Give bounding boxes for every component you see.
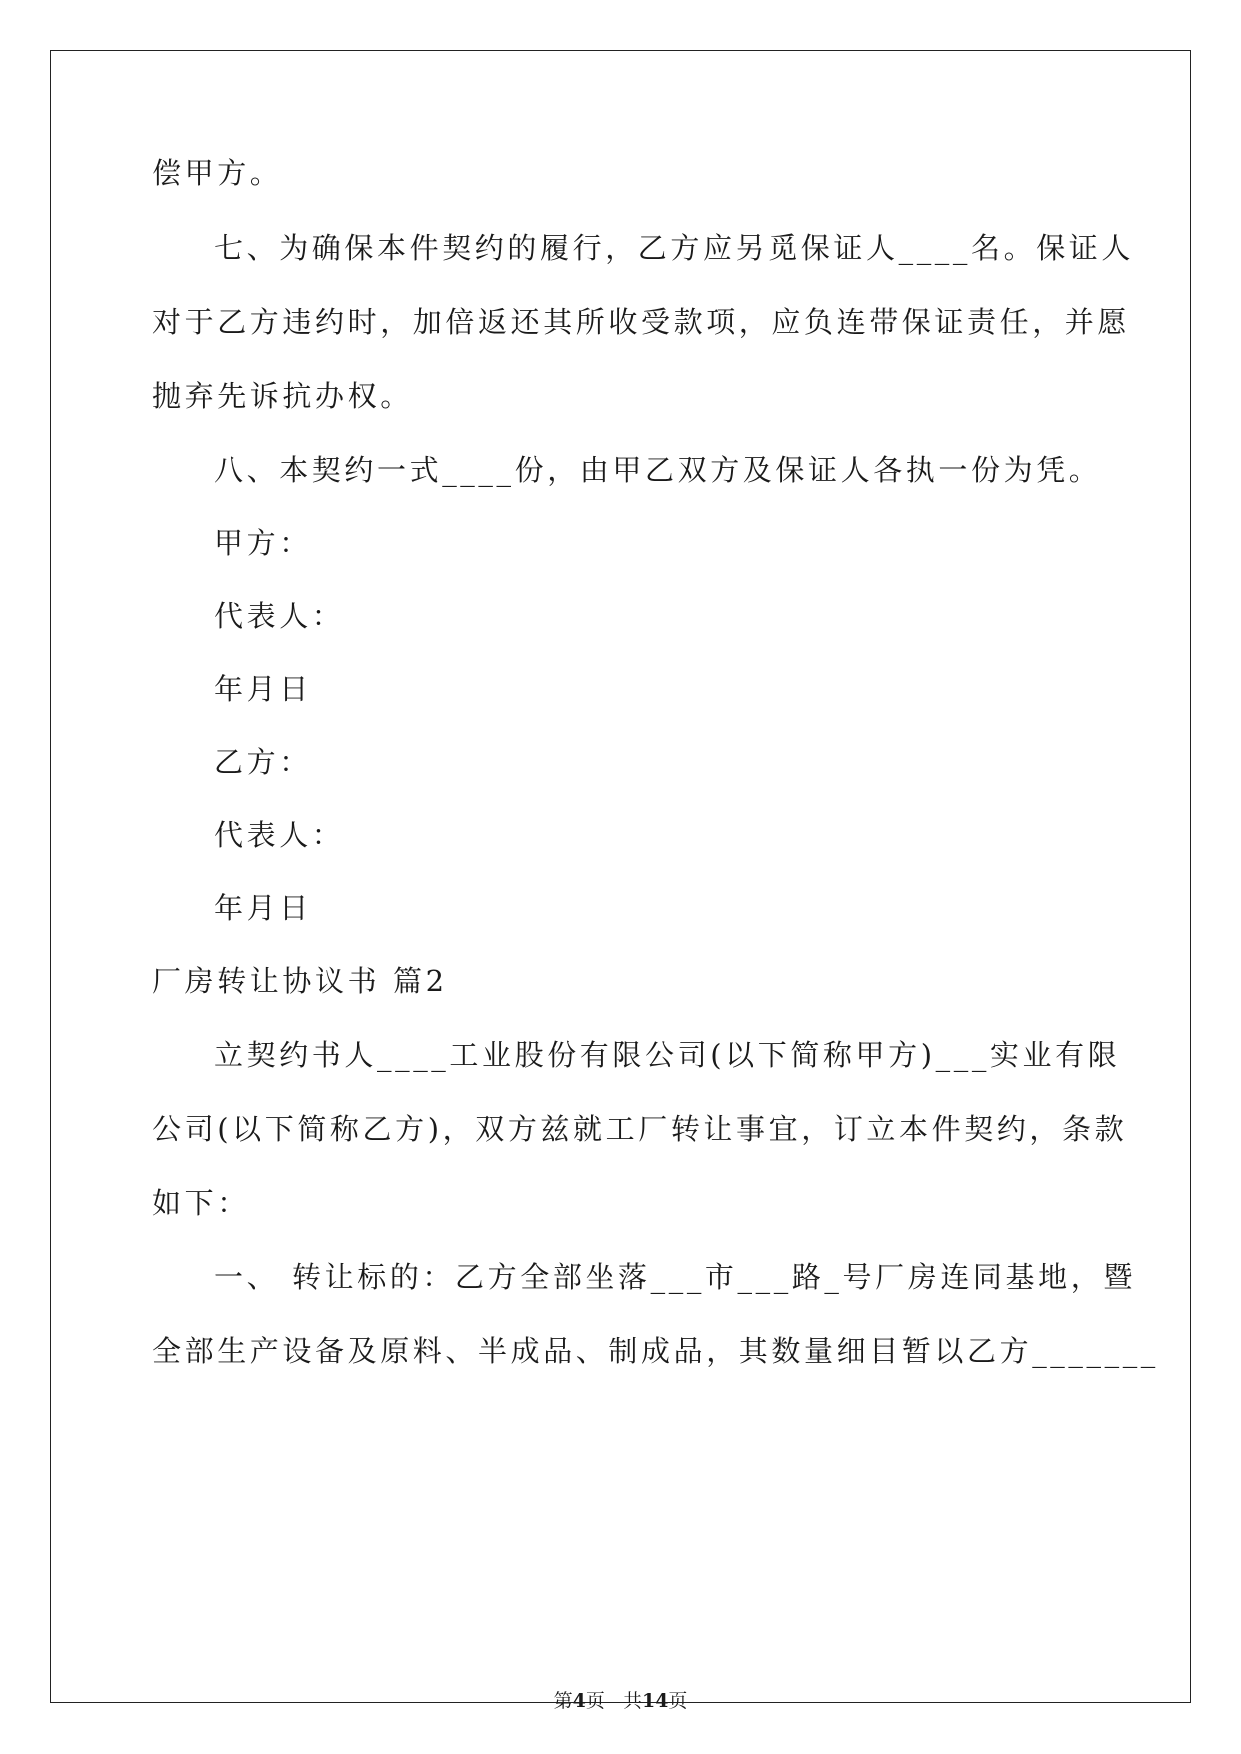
page-footer (0, 1689, 1241, 1713)
paragraph-line: 八、本契约一式____份，由甲乙双方及保证人各执一份为凭。 (214, 453, 1102, 487)
footer-page-number: 4 (572, 1690, 586, 1712)
footer-page-suffix: 页 (585, 1690, 605, 1712)
paragraph-line: 一、 转让标的：乙方全部坐落___市___路_号厂房连同基地，暨 (214, 1260, 1136, 1294)
paragraph-line: 对于乙方违约时，加倍返还其所收受款项，应负连带保证责任，并愿 (152, 305, 1131, 339)
footer-prefix: 第 (553, 1690, 573, 1712)
footer-total-suffix: 页 (668, 1690, 688, 1712)
footer-total-pages: 14 (641, 1690, 669, 1712)
paragraph-line: 立契约书人____工业股份有限公司(以下简称甲方)___实业有限 (214, 1038, 1121, 1072)
paragraph-line: 全部生产设备及原料、半成品、制成品，其数量细目暂以乙方_______ (152, 1334, 1159, 1368)
section-heading: 厂房转让协议书 篇2 (152, 964, 448, 998)
paragraph-line: 抛弃先诉抗办权。 (152, 379, 413, 413)
paragraph-line: 偿甲方。 (152, 156, 283, 190)
signature-party-b: 乙方： (214, 745, 312, 779)
signature-representative-b: 代表人： (214, 818, 345, 852)
paragraph-line: 如下： (152, 1186, 250, 1220)
signature-representative-a: 代表人： (214, 599, 345, 633)
paragraph-line: 七、为确保本件契约的履行，乙方应另觅保证人____名。保证人 (214, 231, 1135, 265)
footer-total-prefix: 共 (622, 1690, 642, 1712)
signature-date-a: 年月日 (214, 672, 312, 706)
signature-party-a: 甲方： (214, 526, 312, 560)
signature-date-b: 年月日 (214, 891, 312, 925)
page-border (50, 50, 1191, 1703)
paragraph-line: 公司(以下简称乙方)，双方兹就工厂转让事宜，订立本件契约，条款 (152, 1112, 1128, 1146)
